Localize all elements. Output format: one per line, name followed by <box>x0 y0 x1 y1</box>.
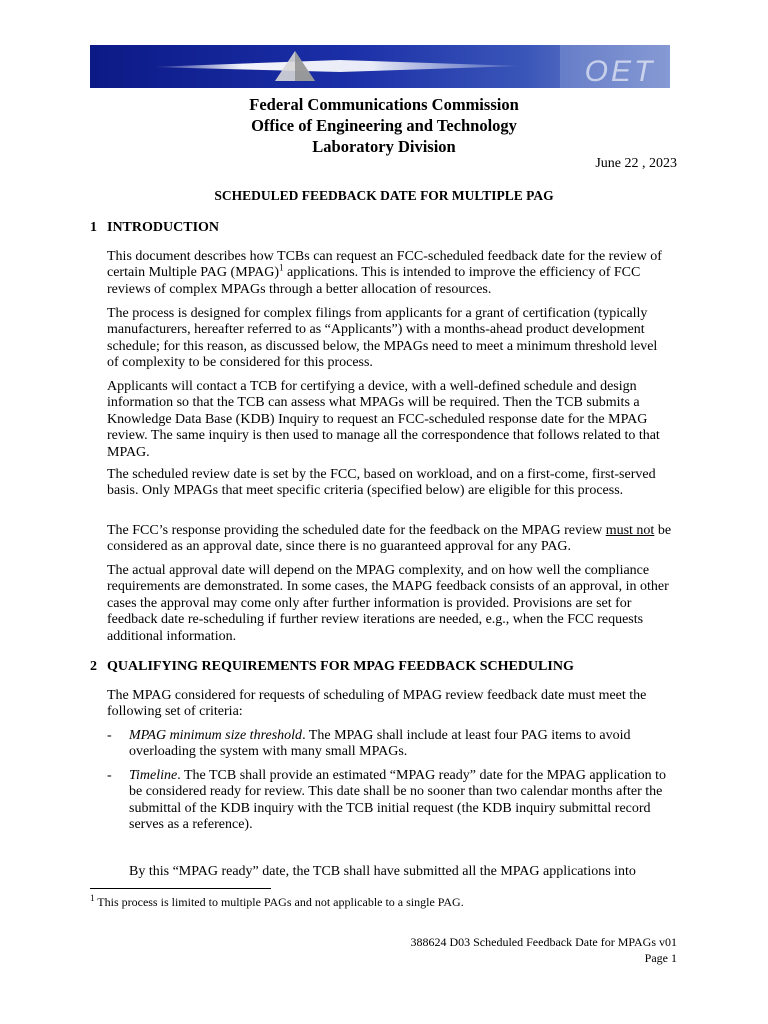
intro-paragraph-1 <box>107 249 672 298</box>
intro-paragraph-5 <box>107 523 672 556</box>
criteria-term: Timeline <box>129 768 178 783</box>
agency-name: Federal Communications Commission <box>249 95 519 114</box>
section-title: INTRODUCTION <box>107 220 220 235</box>
page-footer <box>410 934 677 966</box>
document-id: 388624 D03 Scheduled Feedback Date for MPAGs v01 <box>410 935 677 949</box>
footnote <box>90 895 464 910</box>
criteria-description: . The TCB shall provide an estimated “MPAG ready” date for the MPAG application to be considered ready for review. This date shall be no sooner than two calendar months after the submittal of the KDB inquiry with the TCB initial request (the KDB inquiry submittal record serves as a reference). <box>129 768 666 833</box>
section-number: 2 <box>90 659 97 674</box>
criteria-intro: The MPAG considered for requests of scheduling of MPAG review feedback date must meet the following set of criteria: <box>107 688 647 720</box>
intro-paragraph-4: The scheduled review date is set by the FCC, based on workload, and on a first-come, first-served basis. Only MPAGs that meet specific criteria (specified below) are eligible for this process. <box>107 467 656 499</box>
emphasis-underlined: must not <box>605 523 655 538</box>
section-1-heading <box>90 220 219 236</box>
footnote-ref: 1 <box>279 262 284 273</box>
section-number: 1 <box>90 220 97 235</box>
intro-paragraph-2: The process is designed for complex filings from applicants for a grant of certification (typically manufacturers, hereafter referred to as “Applicants”) with a months-ahead product development schedule; for this reason, as discussed below, the MPAGs need to meet a minimum threshold level of complexity to be considered for this process. <box>107 306 658 371</box>
oet-logo-text: OET <box>584 55 656 88</box>
paragraph-text: applications. This is intended to improve the efficiency of FCC reviews of complex MPAGs through a better allocation of resources. <box>107 265 641 297</box>
mpag-ready-paragraph: By this “MPAG ready” date, the TCB shall have submitted all the MPAG applications into <box>129 864 636 879</box>
paragraph-text: The FCC’s response providing the scheduled date for the feedback on the MPAG review <box>107 523 606 538</box>
section-title: QUALIFYING REQUIREMENTS FOR MPAG FEEDBACK SCHEDULING <box>107 659 574 674</box>
document-date: June 22 , 2023 <box>595 156 677 171</box>
paragraph-text: This document describes how TCBs can request an FCC-scheduled feedback date for the review of certain Multiple PAG (MPAG) <box>107 249 662 281</box>
criteria-text <box>129 768 672 834</box>
footnote-text: This process is limited to multiple PAGs and not applicable to a single PAG. <box>94 895 464 909</box>
paragraph-text: be considered as an approval date, since there is no guaranteed approval for any PAG. <box>107 523 672 555</box>
section-2-heading <box>90 659 574 675</box>
page-number: Page 1 <box>644 951 677 965</box>
footnote-separator <box>90 888 271 889</box>
criteria-item <box>107 728 672 761</box>
intro-paragraph-3: Applicants will contact a TCB for certifying a device, with a well-defined schedule and design information so that the TCB can assess what MPAGs will be required. Then the TCB submits a Knowledge Data Base (KDB) Inquiry to request an FCC-scheduled response date for the MPAG review. The same inquiry is then used to manage all the correspondence that follows related to that MPAG. <box>107 379 660 460</box>
criteria-item <box>107 768 672 834</box>
office-name: Office of Engineering and Technology <box>251 116 517 135</box>
oet-banner <box>90 45 670 88</box>
intro-paragraph-6: The actual approval date will depend on the MPAG complexity, and on how well the compliance requirements are demonstrated. In some cases, the MAPG feedback consists of an approval, in other cases the approval may come only after further information is provided. Provisions are set for feedback date re-scheduling if further review iterations are needed, e.g., when the FCC requests additional information. <box>107 563 669 644</box>
criteria-text <box>129 728 672 761</box>
division-name: Laboratory Division <box>312 137 456 156</box>
footnote-number: 1 <box>90 893 95 903</box>
criteria-description: . The MPAG shall include at least four PAG items to avoid overloading the system with many small MPAGs. <box>129 728 631 760</box>
document-title: SCHEDULED FEEDBACK DATE FOR MULTIPLE PAG <box>214 188 554 203</box>
bullet-dash: - <box>107 768 112 783</box>
criteria-term: MPAG minimum size threshold <box>129 728 303 743</box>
bullet-dash: - <box>107 728 112 743</box>
